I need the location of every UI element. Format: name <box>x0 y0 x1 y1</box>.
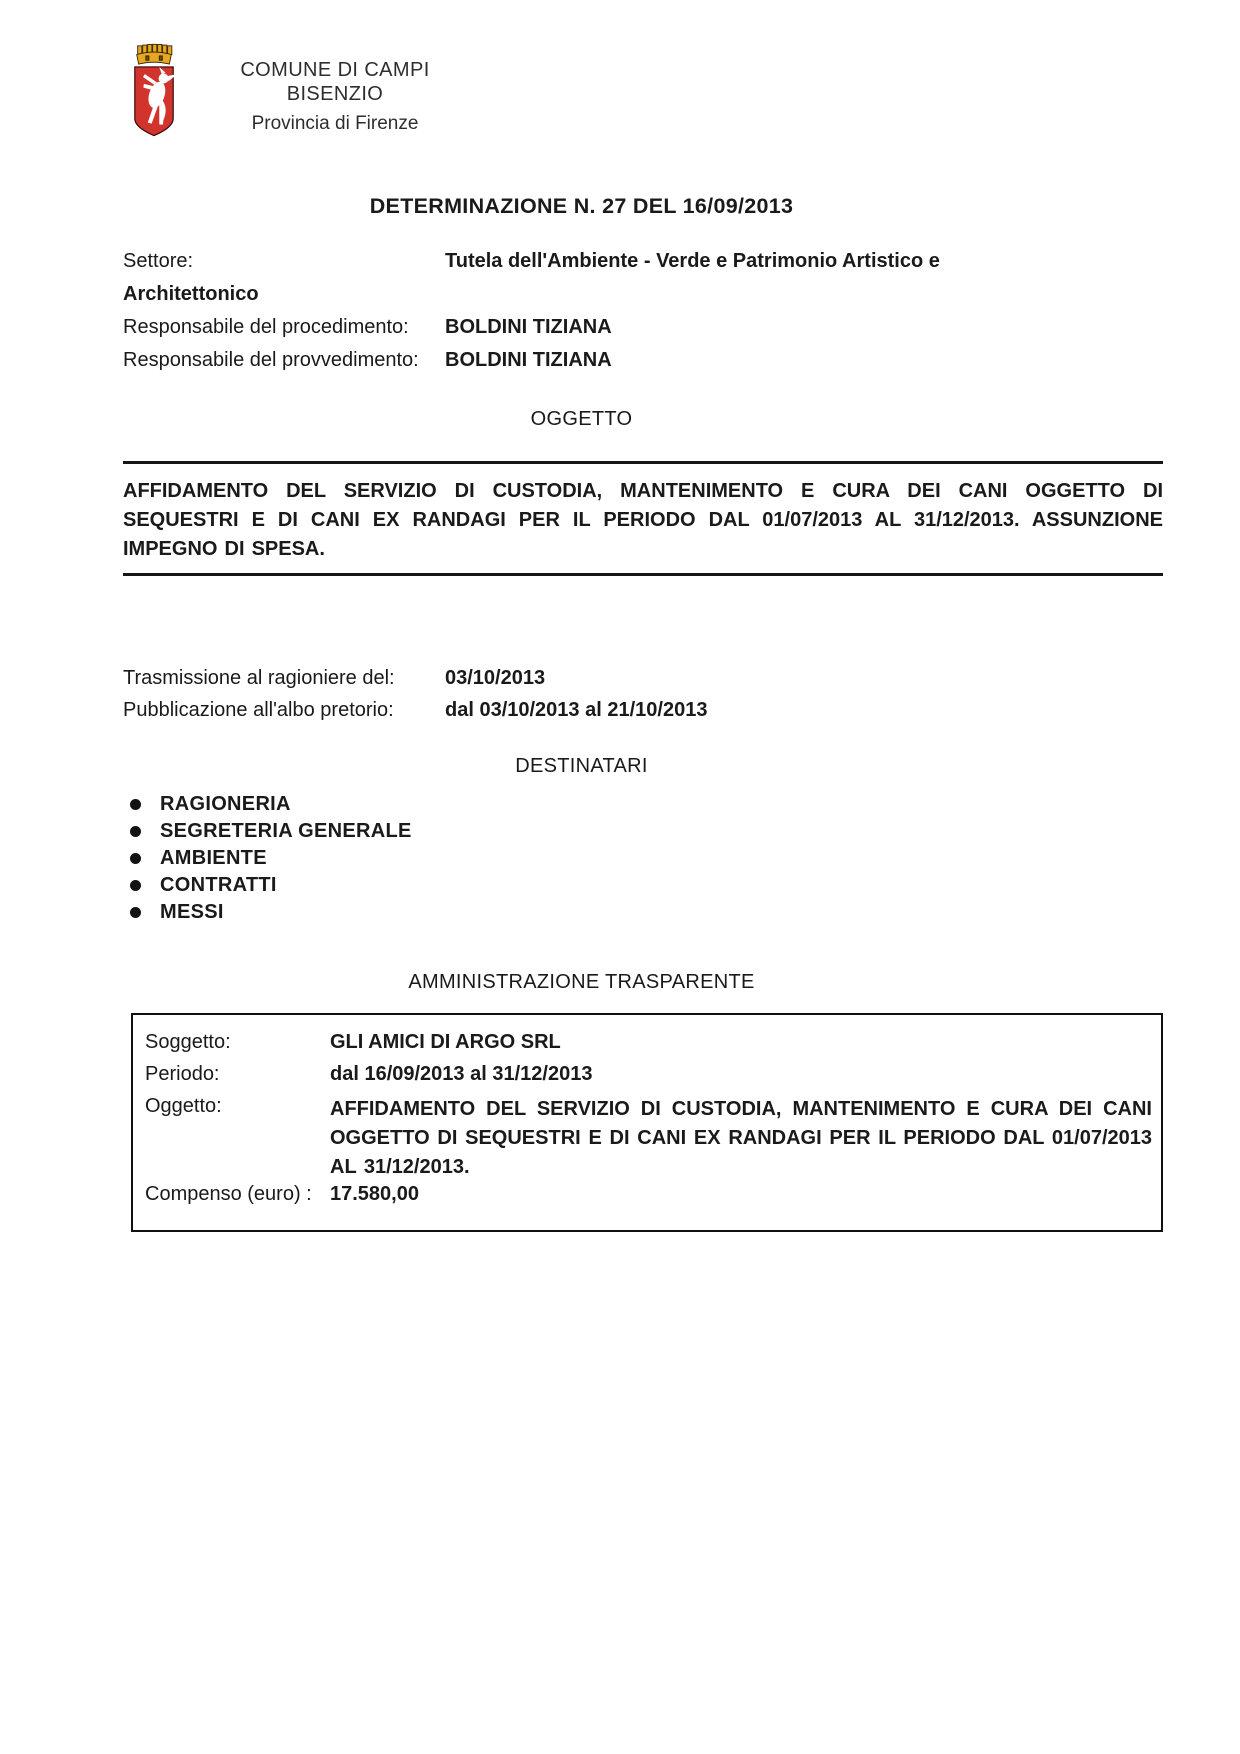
destinatari-item-label: CONTRATTI <box>160 873 277 896</box>
org-name: COMUNE DI CAMPI BISENZIO <box>240 59 430 105</box>
org-subtitle: Provincia di Firenze <box>251 113 419 134</box>
box-oggetto-label: Oggetto: <box>145 1095 222 1117</box>
destinatari-heading: DESTINATARI <box>515 755 648 777</box>
soggetto-value: GLI AMICI DI ARGO SRL <box>330 1031 561 1053</box>
destinatari-item <box>130 846 630 869</box>
compenso-label: Compenso (euro) : <box>145 1183 312 1205</box>
resp-provvedimento-value: BOLDINI TIZIANA <box>445 349 612 371</box>
resp-provvedimento-label: Responsabile del provvedimento: <box>123 349 419 371</box>
org-header <box>198 58 472 136</box>
destinatari-item <box>130 792 630 815</box>
oggetto-rule-top <box>123 461 1163 464</box>
destinatari-item <box>130 900 630 923</box>
bullet-icon <box>130 826 141 837</box>
pubblicazione-label: Pubblicazione all'albo pretorio: <box>123 699 394 721</box>
periodo-label: Periodo: <box>145 1063 220 1085</box>
destinatari-list <box>130 792 630 930</box>
destinatari-item <box>130 819 630 842</box>
resp-procedimento-value: BOLDINI TIZIANA <box>445 316 612 338</box>
trasmissione-value: 03/10/2013 <box>445 667 546 689</box>
document-title: DETERMINAZIONE N. 27 DEL 16/09/2013 <box>369 194 794 218</box>
bullet-icon <box>130 853 141 864</box>
destinatari-item-label: SEGRETERIA GENERALE <box>160 819 412 842</box>
trasparente-box <box>131 1013 1163 1232</box>
periodo-value: dal 16/09/2013 al 31/12/2013 <box>330 1063 593 1085</box>
municipal-crest-icon <box>125 42 183 138</box>
destinatari-item-label: RAGIONERIA <box>160 792 291 815</box>
oggetto-heading: OGGETTO <box>530 408 633 430</box>
trasparente-heading: AMMINISTRAZIONE TRASPARENTE <box>408 971 755 993</box>
oggetto-rule-bottom <box>123 573 1163 576</box>
bullet-icon <box>130 907 141 918</box>
settore-label: Settore: <box>123 250 194 272</box>
box-oggetto-value: AFFIDAMENTO DEL SERVIZIO DI CUSTODIA, MANTENIMENTO E CURA DEI CANI OGGETTO DI SEQUESTRI E DI CANI EX RANDAGI PER IL PERIODO DAL 01/07/2013 AL 31/12/2013. <box>330 1098 1152 1178</box>
soggetto-label: Soggetto: <box>145 1031 231 1053</box>
bullet-icon <box>130 799 141 810</box>
settore-value: Tutela dell'Ambiente - Verde e Patrimonio Artistico e <box>445 250 940 272</box>
trasmissione-label: Trasmissione al ragioniere del: <box>123 667 395 689</box>
destinatari-item-label: MESSI <box>160 900 224 923</box>
settore-value-continuation: Architettonico <box>123 283 259 305</box>
destinatari-item <box>130 873 630 896</box>
destinatari-item-label: AMBIENTE <box>160 846 267 869</box>
oggetto-text: AFFIDAMENTO DEL SERVIZIO DI CUSTODIA, MANTENIMENTO E CURA DEI CANI OGGETTO DI SEQUESTRI E DI CANI EX RANDAGI PER IL PERIODO DAL 01/07/2013 AL 31/12/2013. ASSUNZIONE IMPEGNO DI SPESA. <box>123 480 1163 560</box>
compenso-value: 17.580,00 <box>330 1183 419 1205</box>
bullet-icon <box>130 880 141 891</box>
resp-procedimento-label: Responsabile del procedimento: <box>123 316 409 338</box>
pubblicazione-value: dal 03/10/2013 al 21/10/2013 <box>445 699 708 721</box>
